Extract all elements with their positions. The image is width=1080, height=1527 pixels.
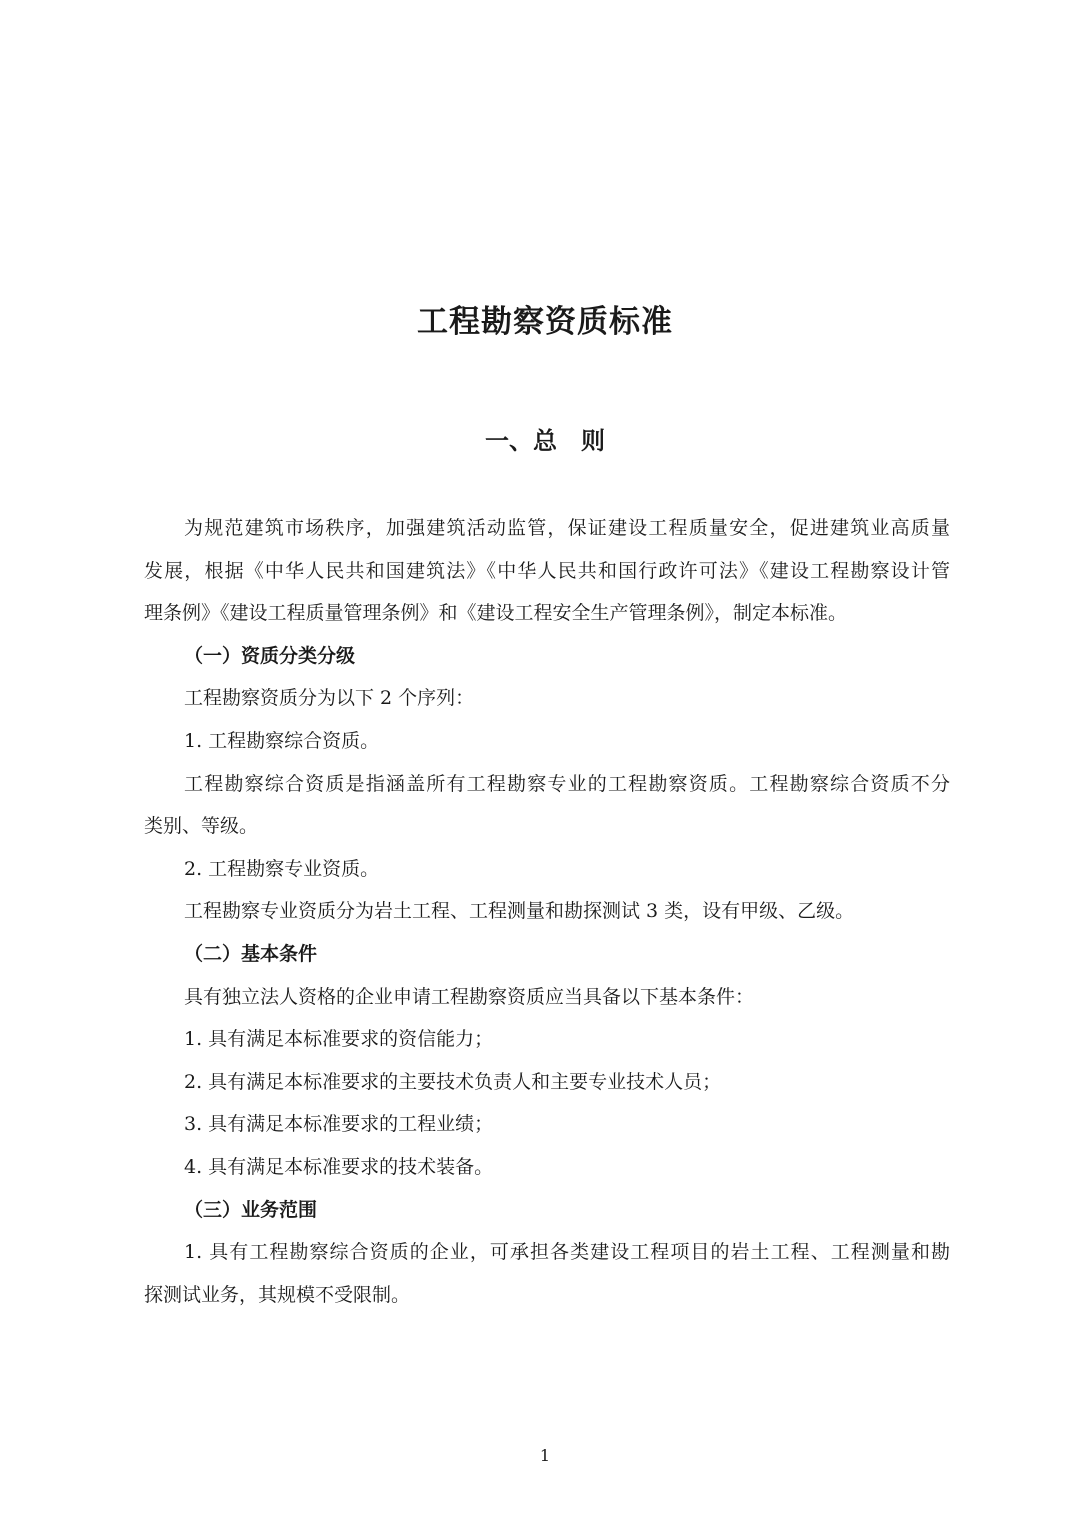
page-number: 1 [539, 1446, 551, 1465]
section-heading: （三）业务范围 [184, 1198, 318, 1221]
list-item: 4. 具有满足本标准要求的技术装备。 [184, 1155, 494, 1178]
paragraph-line: 发展，根据《中华人民共和国建筑法》《中华人民共和国行政许可法》《建设工程勘察设计管 [144, 559, 950, 582]
section-heading: （一）资质分类分级 [184, 644, 356, 667]
list-item: 1. 工程勘察综合资质。 [184, 729, 380, 752]
list-item: 2. 工程勘察专业资质。 [184, 857, 380, 880]
list-item: 2. 具有满足本标准要求的主要技术负责人和主要专业技术人员； [184, 1070, 722, 1093]
body-text [144, 507, 950, 1316]
document-title: 工程勘察资质标准 [417, 304, 673, 340]
list-item: 3. 具有满足本标准要求的工程业绩； [184, 1113, 494, 1136]
paragraph-line: 类别、等级。 [144, 815, 259, 838]
section-heading: （二）基本条件 [184, 942, 318, 965]
paragraph-line: 具有独立法人资格的企业申请工程勘察资质应当具备以下基本条件： [184, 985, 755, 1008]
paragraph-line: 理条例》《建设工程质量管理条例》和《建设工程安全生产管理条例》，制定本标准。 [144, 602, 848, 625]
chapter-heading: 一、总 则 [485, 427, 605, 455]
paragraph-line: 为规范建筑市场秩序，加强建筑活动监管，保证建设工程质量安全，促进建筑业高质量 [184, 517, 950, 539]
paragraph-line: 工程勘察资质分为以下 2 个序列： [184, 687, 475, 710]
list-item: 1. 具有工程勘察综合资质的企业，可承担各类建设工程项目的岩土工程、工程测量和勘 [184, 1241, 950, 1264]
paragraph-line: 工程勘察综合资质是指涵盖所有工程勘察专业的工程勘察资质。工程勘察综合资质不分 [184, 772, 950, 795]
paragraph-line: 工程勘察专业资质分为岩土工程、工程测量和勘探测试 3 类，设有甲级、乙级。 [184, 900, 855, 923]
paragraph-line: 探测试业务，其规模不受限制。 [144, 1283, 411, 1306]
list-item: 1. 具有满足本标准要求的资信能力； [184, 1028, 494, 1051]
